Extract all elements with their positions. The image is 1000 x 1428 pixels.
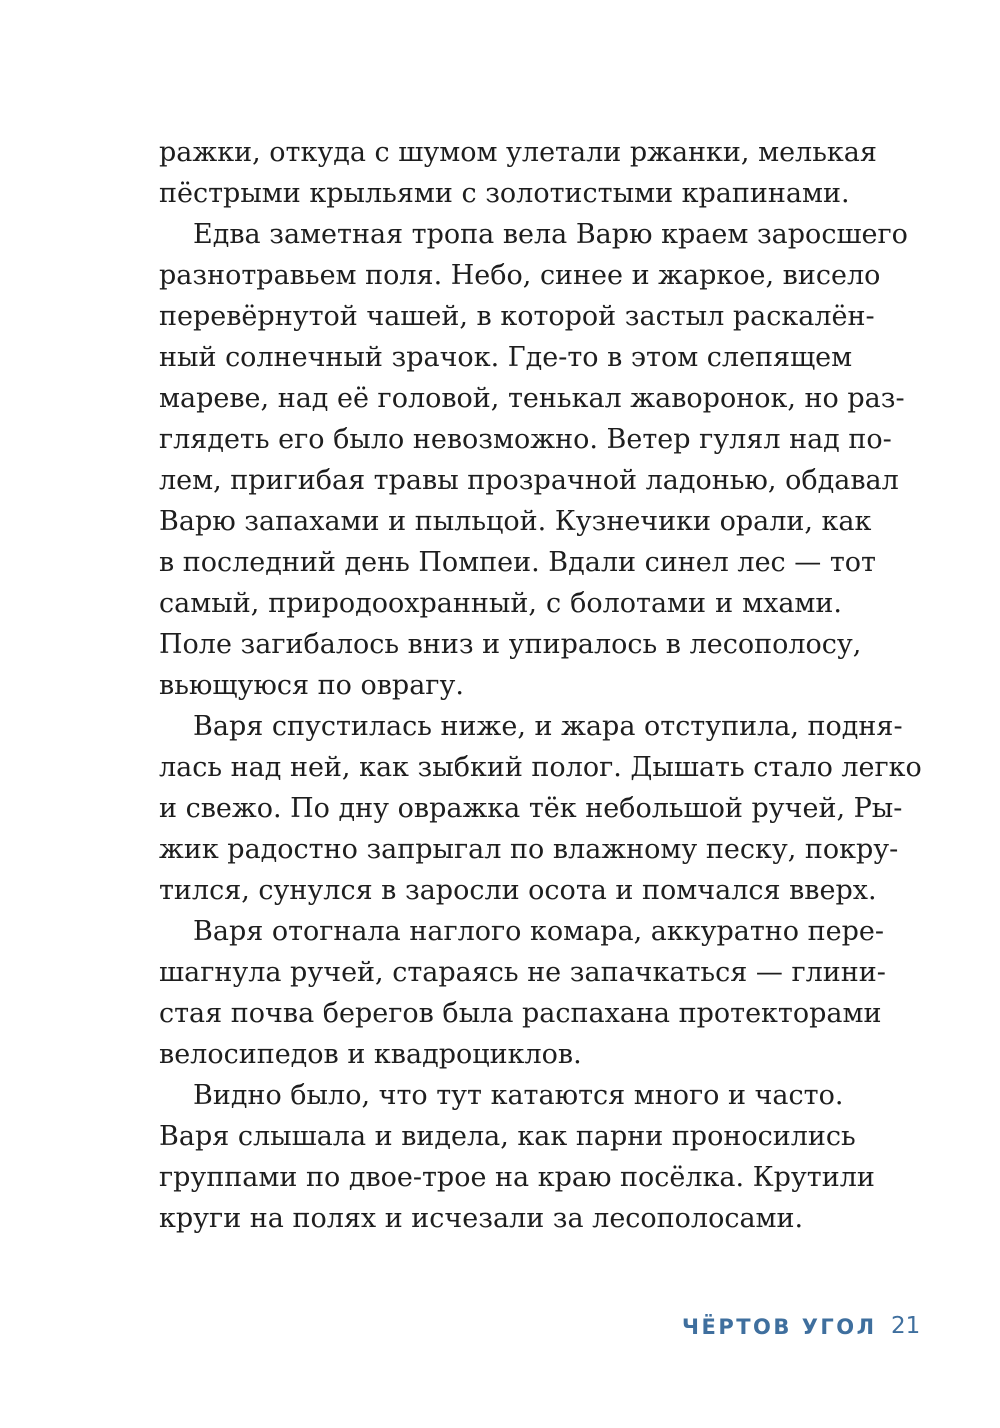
text-line: ражки, откуда с шумом улетали ржанки, мелькая <box>159 137 877 168</box>
text-line: Поле загибалось вниз и упиралось в лесополосу, <box>159 629 862 660</box>
text-line: Варю запахами и пыльцой. Кузнечики орали, как <box>159 506 872 537</box>
page-body-text <box>159 132 922 1239</box>
text-line: круги на полях и исчезали за лесополосами. <box>159 1203 804 1234</box>
page-number: 21 <box>891 1313 921 1339</box>
text-line: мареве, над её головой, тенькал жаворонок, но раз- <box>159 383 905 414</box>
text-line: самый, природоохранный, с болотами и мхами. <box>159 588 842 619</box>
text-line: Видно было, что тут катаются много и часто. <box>193 1080 844 1111</box>
text-line: и свежо. По дну овражка тёк небольшой ручей, Ры- <box>159 793 903 824</box>
text-line: разнотравьем поля. Небо, синее и жаркое, висело <box>159 260 881 291</box>
text-line: глядеть его было невозможно. Ветер гулял над по- <box>159 424 892 455</box>
text-line: Варя слышала и видела, как парни проносились <box>159 1121 856 1152</box>
text-line: лем, пригибая травы прозрачной ладонью, обдавал <box>159 465 899 496</box>
text-line: Едва заметная тропа вела Варю краем заросшего <box>193 219 908 250</box>
text-line: Варя отогнала наглого комара, аккуратно пере- <box>193 916 885 947</box>
text-line: ный солнечный зрачок. Где-то в этом слепящем <box>159 342 853 373</box>
text-line: вьющуюся по оврагу. <box>159 670 464 701</box>
text-line: шагнула ручей, стараясь не запачкаться — глини- <box>159 957 886 988</box>
text-line: тился, сунулся в заросли осота и помчался вверх. <box>159 875 877 906</box>
text-line: жик радостно запрыгал по влажному песку, покру- <box>159 834 899 865</box>
running-footer-title: ЧЁРТОВ УГОЛ <box>682 1315 877 1339</box>
text-line: Варя спустилась ниже, и жара отступила, подня- <box>193 711 903 742</box>
text-line: в последний день Помпеи. Вдали синел лес — тот <box>159 547 876 578</box>
text-line: перевёрнутой чашей, в которой застыл раскалён- <box>159 301 875 332</box>
text-line: лась над ней, как зыбкий полог. Дышать стало легко <box>159 752 922 783</box>
text-line: группами по двое-трое на краю посёлка. Крутили <box>159 1162 875 1193</box>
text-line: велосипедов и квадроциклов. <box>159 1039 582 1070</box>
text-line: пёстрыми крыльями с золотистыми крапинами. <box>159 178 850 209</box>
text-line: стая почва берегов была распахана протекторами <box>159 998 882 1029</box>
